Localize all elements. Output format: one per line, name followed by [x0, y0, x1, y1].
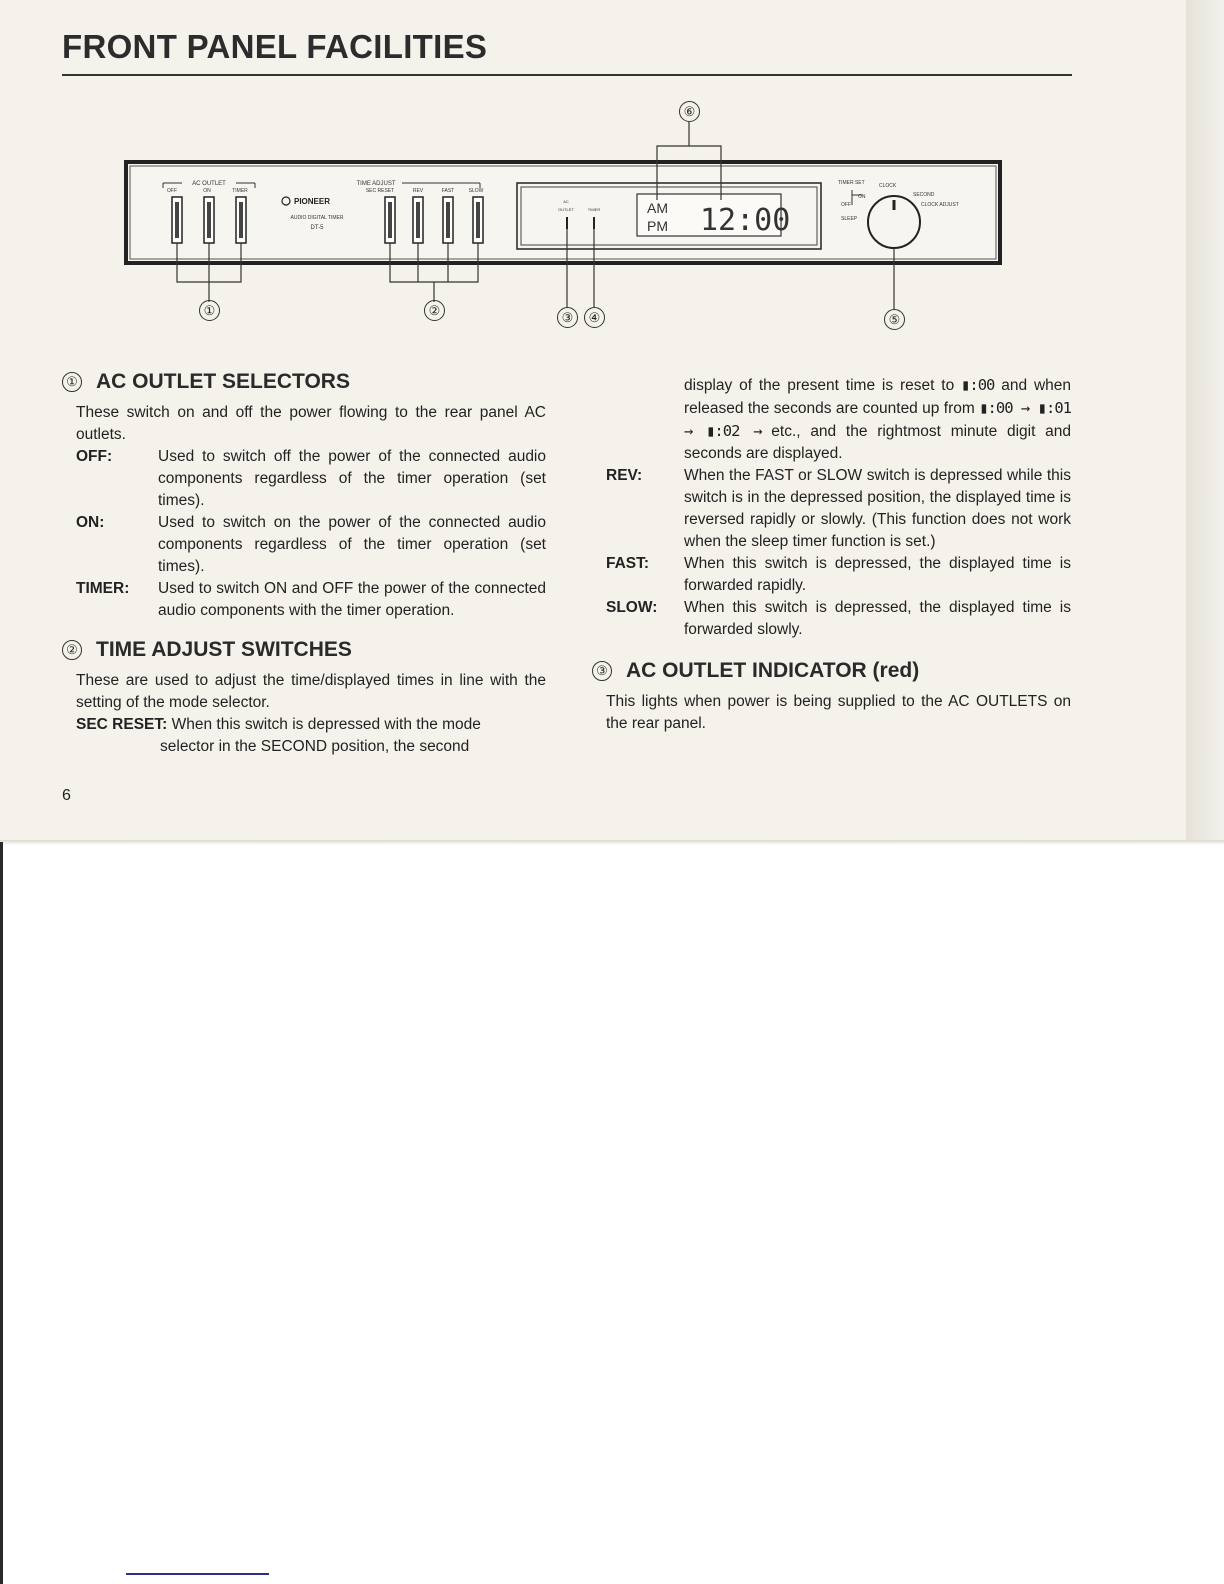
- scan-edge: [0, 842, 3, 1584]
- timer-set-label: TIMER SET: [838, 180, 865, 186]
- page-edge: [1186, 0, 1224, 845]
- definition-off: [76, 446, 546, 512]
- model-line-label: AUDIO DIGITAL TIMER: [290, 215, 344, 221]
- sec-reset-line: [76, 714, 546, 736]
- section-3-title: AC OUTLET INDICATOR (red): [626, 659, 920, 682]
- sec-reset-first: When this switch is depressed with the mode: [171, 716, 481, 733]
- term-rev: REV:: [606, 467, 643, 484]
- page-title: FRONT PANEL FACILITIES: [62, 28, 488, 65]
- callout-5: ⑤: [884, 309, 905, 330]
- def-off: Used to switch off the power of the connected audio components regardless of the timer operation (set times).: [158, 448, 546, 509]
- reset-value: ▮:00: [961, 376, 995, 394]
- section-1-number: ①: [62, 372, 82, 392]
- ac-outlet-indicator: [566, 217, 568, 229]
- sec-reset-continued: [606, 374, 1071, 465]
- ac-off-label: OFF: [167, 188, 177, 194]
- sec-reset-text-b: and when released the seconds are counted up from: [684, 377, 1071, 417]
- fast-label: FAST: [441, 188, 455, 194]
- callout-6: ⑥: [679, 101, 700, 122]
- ac-on-label: ON: [203, 188, 211, 194]
- term-on: ON:: [76, 514, 105, 531]
- brand-label: PIONEER: [294, 197, 331, 206]
- slow-label: SLOW: [468, 188, 484, 194]
- sec-reset-label: SEC RESET: [365, 188, 395, 194]
- term-sec-reset: SEC RESET:: [76, 716, 168, 733]
- callout-1: ①: [199, 300, 220, 321]
- term-off: OFF:: [76, 448, 113, 465]
- page-shadow: [0, 840, 1224, 845]
- callout-4: ④: [584, 307, 605, 328]
- sleep-label: SLEEP: [841, 216, 858, 222]
- left-column: [66, 370, 546, 758]
- title-rule: [62, 74, 1072, 76]
- rev-label: REV: [412, 188, 424, 194]
- clock-label: CLOCK: [879, 183, 897, 189]
- section-3-number: ③: [592, 661, 612, 681]
- term-fast: FAST:: [606, 555, 650, 572]
- indicator-timer-label: TIMER: [587, 207, 601, 212]
- front-panel-diagram: [0, 90, 1186, 350]
- def-timer: Used to switch ON and OFF the power of the connected audio components with the timer operation.: [158, 580, 546, 619]
- page-number: 6: [62, 787, 71, 804]
- model-label: DT-5: [310, 225, 324, 231]
- def-on: Used to switch on the power of the connected audio components regardless of the timer operation (set times).: [158, 514, 546, 575]
- time-adjust-label: TIME ADJUST: [356, 181, 396, 187]
- on-label: ON: [858, 194, 866, 200]
- sec-reset-text-c: etc., and the rightmost minute digit and seconds are displayed.: [684, 423, 1071, 462]
- section-1-heading: [62, 370, 546, 394]
- term-timer: TIMER:: [76, 580, 130, 597]
- section-3-text: This lights when power is being supplied to the AC OUTLETS on the rear panel.: [606, 693, 1071, 732]
- definition-rev: [606, 465, 1071, 553]
- scan-mark: [126, 1573, 269, 1575]
- definition-fast: [606, 553, 1071, 597]
- right-column: [596, 374, 1071, 735]
- lcd-time: 12:00: [700, 203, 791, 238]
- second-label: SECOND: [913, 192, 935, 198]
- lcd-pm: PM: [647, 218, 668, 234]
- definition-on: [76, 512, 546, 578]
- def-rev: When the FAST or SLOW switch is depressed while this switch is in the depressed position, the displayed time is reversed rapidly or slowly. (This function does not work when the sleep timer function is set.): [684, 467, 1071, 550]
- definition-slow: [606, 597, 1071, 641]
- section-2-number: ②: [62, 640, 82, 660]
- section-2-intro: These are used to adjust the time/displayed times in line with the setting of the mode selector.: [76, 672, 546, 711]
- section-3-heading: [592, 659, 1071, 683]
- section-1-title: AC OUTLET SELECTORS: [96, 370, 350, 393]
- term-slow: SLOW:: [606, 599, 658, 616]
- clock-adjust-label: CLOCK ADJUST: [921, 202, 959, 208]
- ac-outlet-group-label: AC OUTLET: [192, 181, 226, 187]
- callout-2: ②: [424, 300, 445, 321]
- def-fast: When this switch is depressed, the displayed time is forwarded rapidly.: [684, 555, 1071, 594]
- seconds-sequence: ▮:00 → ▮:01 → ▮:02 →: [684, 399, 1071, 440]
- definition-timer: [76, 578, 546, 622]
- lcd-am: AM: [647, 200, 668, 216]
- sec-reset-continuation: selector in the SECOND position, the second: [160, 738, 470, 755]
- indicator-outlet-label: OUTLET: [558, 207, 574, 212]
- section-2-title: TIME ADJUST SWITCHES: [96, 638, 352, 661]
- section-1-intro: These switch on and off the power flowing to the rear panel AC outlets.: [76, 404, 546, 443]
- sec-reset-text-a: display of the present time is reset to: [684, 377, 962, 394]
- timer-indicator: [593, 217, 595, 229]
- callout-3: ③: [557, 307, 578, 328]
- off-label: OFF: [841, 202, 851, 208]
- indicator-ac-label: AC: [563, 199, 569, 204]
- def-slow: When this switch is depressed, the displayed time is forwarded slowly.: [684, 599, 1071, 638]
- section-2-heading: [62, 638, 546, 662]
- ac-timer-label: TIMER: [232, 188, 248, 194]
